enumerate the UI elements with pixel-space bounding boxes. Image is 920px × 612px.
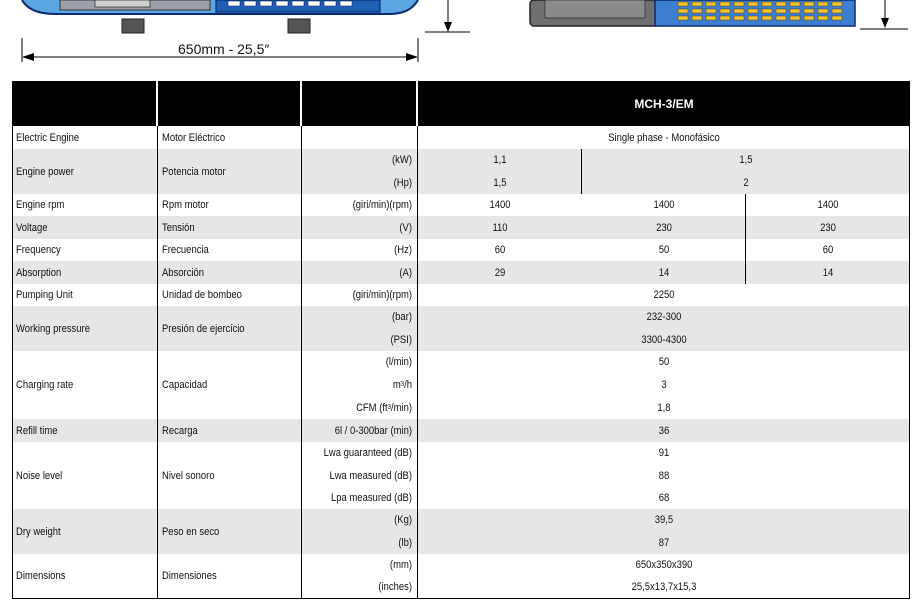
value: 3 (661, 379, 667, 391)
spec-table (12, 81, 910, 599)
value: 650x350x390 (635, 559, 693, 571)
column-divider (157, 126, 158, 599)
label-en: Engine rpm (16, 199, 65, 211)
unit-text: (l/min) (385, 356, 412, 368)
value: 2 (743, 177, 749, 189)
unit-text: CFM (ft (356, 402, 388, 414)
unit: (Kg) (394, 514, 412, 526)
unit: (Hp) (393, 177, 412, 189)
label-es: Unidad de bombeo (162, 289, 242, 301)
label-es: Potencia motor (162, 165, 226, 178)
label-es: Absorción (162, 266, 205, 279)
label-es: Nivel sonoro (162, 469, 215, 482)
value: 1,8 (657, 402, 671, 414)
compressor-technical-drawing (0, 0, 920, 72)
value: 68 (658, 492, 670, 504)
value: 1400 (653, 199, 675, 211)
unit: (inches) (378, 581, 412, 593)
value: 3300-4300 (641, 334, 687, 346)
unit: Lwa guaranteed (dB) (323, 447, 412, 459)
value: 29 (494, 266, 506, 279)
unit: (A) (399, 266, 412, 279)
label-es: Tensión (162, 221, 195, 234)
label-es: Peso en seco (162, 525, 220, 538)
unit: (giri/min)(rpm) (352, 199, 412, 211)
label-en: Refill time (16, 424, 58, 437)
column-divider (301, 126, 302, 599)
value: 25,5x13,7x15,3 (631, 581, 697, 593)
table-border (12, 81, 13, 599)
side-view-drawing (530, 0, 855, 26)
label-es: Presión de ejercicio (162, 322, 245, 335)
label-en: Charging rate (16, 379, 74, 391)
value: 50 (658, 356, 670, 368)
header-cell (158, 81, 300, 126)
unit: (V) (399, 221, 412, 234)
table-border (909, 81, 910, 599)
unit: Lpa measured (dB) (331, 492, 412, 504)
unit: (giri/min)(rpm) (352, 289, 412, 301)
value: 60 (494, 244, 506, 256)
value: 91 (658, 447, 670, 459)
value-divider (581, 149, 582, 194)
label-en: Noise level (16, 469, 63, 482)
label-es: Rpm motor (162, 199, 209, 211)
unit: (kW) (392, 154, 412, 166)
header-cell (302, 81, 416, 126)
unit (317, 351, 412, 373)
value: 87 (658, 537, 670, 549)
value: 14 (658, 266, 670, 279)
value: 50 (658, 244, 670, 256)
value: 1,1 (493, 154, 507, 166)
value: 1,5 (493, 177, 507, 189)
value: 230 (656, 221, 672, 234)
value: 39,5 (654, 514, 674, 526)
label-es: Recarga (162, 424, 198, 437)
table-border (12, 598, 910, 599)
unit: Lwa measured (dB) (329, 470, 412, 482)
unit: 6l / 0-300bar (min) (334, 424, 412, 437)
label-es: Motor Eléctrico (162, 131, 226, 144)
value: 14 (822, 266, 834, 279)
label-en: Absorption (16, 266, 62, 279)
header-cell (12, 81, 156, 126)
label-es: Capacidad (162, 379, 208, 391)
unit: (Hz) (394, 244, 412, 256)
model-header (418, 81, 910, 126)
unit: m 3 /h (392, 379, 412, 391)
label-en: Working pressure (16, 322, 90, 335)
column-divider (417, 126, 418, 599)
label-en: Electric Engine (16, 131, 80, 144)
unit: (lb) (398, 537, 412, 549)
value: 1400 (489, 199, 511, 211)
label-es: Dimensiones (162, 570, 217, 582)
label-en: Frequency (16, 244, 61, 256)
value: 88 (658, 470, 670, 482)
label-en: Dry weight (16, 525, 61, 538)
value: Single phase - Monofásico (608, 131, 720, 144)
label-en: Voltage (16, 221, 48, 234)
label-en: Dimensions (16, 570, 66, 582)
value: 232-300 (646, 311, 682, 323)
unit: (PSI) (390, 334, 412, 346)
value: 230 (820, 221, 836, 234)
unit-text: m (392, 379, 401, 391)
front-view-drawing (22, 0, 418, 33)
model-name: MCH-3/EM (634, 96, 694, 111)
dimension-label: 650mm - 25,5″ (178, 41, 270, 57)
unit: (mm) (389, 559, 412, 571)
value: 110 (492, 221, 508, 234)
label-es: Frecuencia (162, 244, 209, 256)
value: 36 (658, 424, 670, 437)
label-en: Engine power (16, 165, 74, 178)
value: 1400 (817, 199, 839, 211)
value-divider (745, 194, 746, 284)
value: 2250 (653, 289, 675, 301)
unit: CFM (ft 3 /min) (356, 402, 412, 414)
value: 60 (822, 244, 834, 256)
unit-text: /min) (390, 402, 412, 414)
label-en: Pumping Unit (16, 289, 73, 301)
value: 1,5 (739, 154, 753, 166)
unit: (bar) (392, 311, 412, 323)
unit-text: /h (404, 379, 412, 391)
